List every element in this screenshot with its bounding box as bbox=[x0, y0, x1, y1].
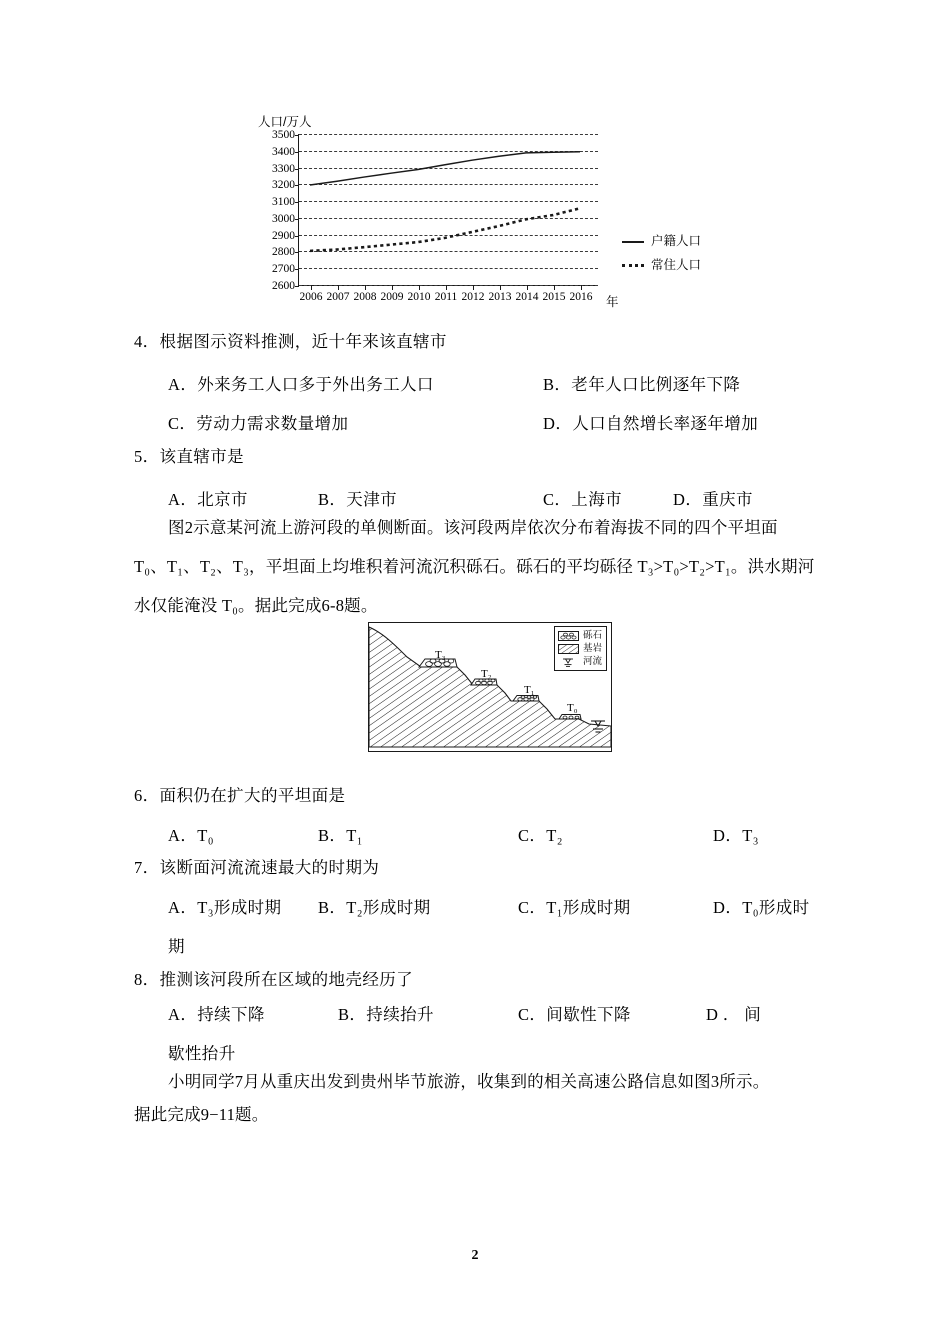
question-4-option-d[interactable]: D．人口自然增长率逐年增加 bbox=[543, 414, 759, 433]
question-5-option-a[interactable]: A．北京市 bbox=[168, 490, 248, 509]
river-symbol-icon bbox=[558, 657, 579, 667]
chart-y-axis-title: 人口/万人 bbox=[258, 115, 312, 129]
bedrock-pattern-icon bbox=[558, 644, 579, 654]
question-7-option-a[interactable]: A．T₃形成时期 bbox=[168, 898, 282, 917]
question-6-option-a[interactable]: A．T₀ bbox=[168, 826, 214, 845]
terrace-label-t2: T₂ bbox=[481, 668, 492, 680]
river-terrace-cross-section bbox=[368, 622, 612, 752]
gridline: 2600 bbox=[299, 285, 598, 286]
question-4-option-c[interactable]: C．劳动力需求数量增加 bbox=[168, 414, 349, 433]
gridline: 3200 bbox=[299, 184, 598, 185]
legend-item-changzhu bbox=[622, 254, 701, 278]
chart-legend bbox=[622, 230, 701, 278]
legend-label: 砾石 bbox=[582, 630, 602, 641]
river-terrace-passage-line-2: T₀、T₁、T₂、T₃，平坦面上均堆积着河流沉积砾石。砾石的平均砾径 T₃>T₀>T₂>T₁。洪水期河 bbox=[134, 557, 815, 576]
x-tick-label: 2011 bbox=[434, 291, 458, 303]
population-line-chart bbox=[250, 112, 702, 312]
question-5-stem: 5．该直辖市是 bbox=[134, 447, 245, 466]
page-number: 2 bbox=[471, 1248, 479, 1263]
chart-series-layer bbox=[298, 134, 598, 286]
river-terrace-passage-line-3: 水仅能淹没 T₀。据此完成6-8题。 bbox=[134, 596, 378, 615]
x-tick-label: 2016 bbox=[569, 291, 593, 303]
x-tick-label: 2013 bbox=[488, 291, 512, 303]
legend-label: 河流 bbox=[582, 656, 602, 668]
gridline: 2900 bbox=[299, 235, 598, 236]
gridline: 3100 bbox=[299, 201, 598, 202]
question-4-option-b[interactable]: B．老年人口比例逐年下降 bbox=[543, 375, 741, 394]
question-8-option-d[interactable]: D ． 间 bbox=[706, 1005, 762, 1024]
gridline: 3400 bbox=[299, 151, 598, 152]
highway-passage-line-1: 小明同学7月从重庆出发到贵州毕节旅游，收集到的相关高速公路信息如图3所示。 bbox=[168, 1072, 770, 1091]
gridline: 3300 bbox=[299, 168, 598, 169]
legend-label: 常住人口 bbox=[651, 257, 702, 272]
series-line-changzhu bbox=[310, 208, 580, 251]
question-6-option-b[interactable]: B．T₁ bbox=[318, 826, 363, 845]
x-tick-label: 2008 bbox=[353, 291, 377, 303]
legend-item-gravel bbox=[558, 629, 602, 642]
terrace-label-t0: T₀ bbox=[567, 702, 578, 714]
gridline: 2800 bbox=[299, 251, 598, 252]
river-terrace-passage-line-1: 图2示意某河流上游河段的单侧断面。该河段两岸依次分布着海拔不同的四个平坦面 bbox=[168, 518, 778, 537]
legend-label: 基岩 bbox=[582, 643, 602, 655]
x-tick-label: 2012 bbox=[461, 291, 485, 303]
terrace-label-t1: T₁ bbox=[524, 684, 535, 696]
question-6-option-c[interactable]: C．T₂ bbox=[518, 826, 563, 845]
x-tick-label: 2010 bbox=[407, 291, 431, 303]
question-8-option-d-wrap: 歇性抬升 bbox=[168, 1044, 236, 1063]
question-7-option-d[interactable]: D．T₀形成时 bbox=[713, 898, 810, 917]
gravel-pattern-icon bbox=[558, 631, 579, 641]
gridline: 3000 bbox=[299, 218, 598, 219]
question-8-stem: 8．推测该河段所在区域的地壳经历了 bbox=[134, 970, 414, 989]
question-7-stem: 7．该断面河流流速最大的时期为 bbox=[134, 858, 380, 877]
x-tick-label: 2014 bbox=[515, 291, 539, 303]
question-8-option-c[interactable]: C．间歇性下降 bbox=[518, 1005, 631, 1024]
x-tick-label: 2009 bbox=[380, 291, 404, 303]
question-6-stem: 6．面积仍在扩大的平坦面是 bbox=[134, 786, 346, 805]
question-8-option-b[interactable]: B．持续抬升 bbox=[338, 1005, 434, 1024]
legend-label: 户籍人口 bbox=[651, 234, 702, 248]
question-5-option-d[interactable]: D．重庆市 bbox=[673, 490, 753, 509]
legend-dotted-line-icon bbox=[622, 264, 644, 267]
question-8-option-a[interactable]: A．持续下降 bbox=[168, 1005, 265, 1024]
cross-section-legend bbox=[554, 626, 607, 671]
question-7-option-b[interactable]: B．T₂形成时期 bbox=[318, 898, 431, 917]
legend-item-bedrock bbox=[558, 642, 602, 655]
x-tick-label: 2007 bbox=[326, 291, 350, 303]
series-line-hukou bbox=[310, 152, 580, 185]
legend-item-river bbox=[558, 655, 602, 668]
highway-passage-line-2: 据此完成9−11题。 bbox=[134, 1105, 269, 1124]
question-5-option-c[interactable]: C．上海市 bbox=[543, 490, 623, 509]
legend-item-hukou bbox=[622, 230, 701, 254]
gridline: 3500 bbox=[299, 134, 598, 135]
question-7-option-d-wrap: 期 bbox=[168, 937, 185, 956]
chart-x-axis-title: 年 bbox=[606, 295, 619, 309]
x-tick-label: 2015 bbox=[542, 291, 566, 303]
question-6-option-d[interactable]: D．T₃ bbox=[713, 826, 759, 845]
question-4-option-a[interactable]: A．外来务工人口多于外出务工人口 bbox=[168, 375, 434, 394]
gridline: 2700 bbox=[299, 268, 598, 269]
x-tick-label: 2006 bbox=[299, 291, 323, 303]
terrace-label-t3: T₃ bbox=[435, 649, 446, 661]
legend-solid-line-icon bbox=[622, 241, 644, 243]
question-5-option-b[interactable]: B．天津市 bbox=[318, 490, 398, 509]
question-7-option-c[interactable]: C．T₁形成时期 bbox=[518, 898, 631, 917]
question-4-stem: 4．根据图示资料推测，近十年来该直辖市 bbox=[134, 332, 447, 351]
